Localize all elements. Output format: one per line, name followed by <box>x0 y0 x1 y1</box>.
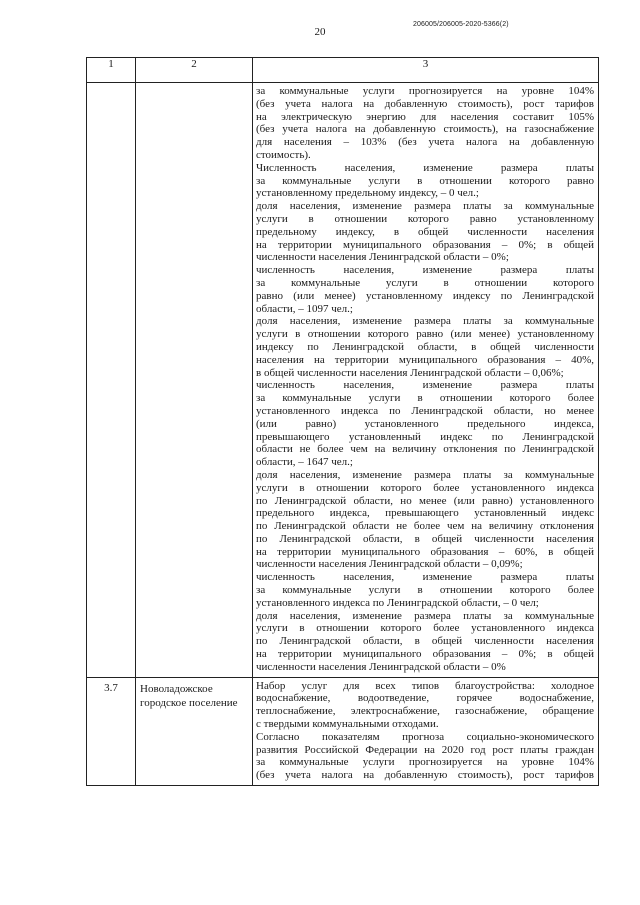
text-line: Численность населения, изменение размера платы <box>256 161 594 174</box>
text-line: на территории муниципального образования – 60%, в общей <box>256 545 594 558</box>
text-line: области, – 1097 чел.; <box>256 302 353 315</box>
row-name-cell: Новоладожское городское поселение <box>136 677 253 785</box>
text-line: (без учета налога на добавленную стоимость), рост тарифов <box>256 769 594 782</box>
document-id: 206005/206005-2020-5366(2) <box>413 21 509 28</box>
table-header-row <box>87 58 599 83</box>
header-col-2: 2 <box>136 58 253 83</box>
table-row-continued <box>87 83 599 678</box>
text-line: области, – 1647 чел.; <box>256 456 353 469</box>
text-line: услуги в отношении которого равно установленному <box>256 212 594 225</box>
row-description-cell <box>253 83 599 678</box>
text-line: доля населения, изменение размера платы за коммунальные <box>256 315 594 328</box>
services-table <box>86 57 599 786</box>
text-line: области не более чем на величину отклонения по Ленинградской <box>256 443 594 456</box>
text-line: теплоснабжение, электроснабжение, газоснабжение, обращение <box>256 705 594 718</box>
text-line: с твердыми коммунальными отходами. <box>256 718 439 731</box>
text-line: равно (или менее) установленному индексу по Ленинградской <box>256 289 594 302</box>
row-number-cell: 3.7 <box>87 677 136 785</box>
text-line: на электрическую энергию для населения составит 105% <box>256 110 594 123</box>
text-line: за коммунальные услуги в отношении которого более <box>256 392 594 405</box>
text-line: доля населения, изменение размера платы за коммунальные <box>256 609 594 622</box>
text-line: для населения – 103% (без учета налога на добавленную <box>256 136 594 149</box>
text-line: доля населения, изменение размера платы за коммунальные <box>256 200 594 213</box>
text-line: по Ленинградской области, в общей численности населения <box>256 635 594 648</box>
text-line: предельному индексу, в общей численности населения <box>256 225 594 238</box>
row-name-cell <box>136 83 253 678</box>
text-line: за коммунальные услуги в отношении которого равно <box>256 174 594 187</box>
text-line: установленного индекса по Ленинградской области, но менее <box>256 404 594 417</box>
text-line: за коммунальные услуги прогнозируется на уровне 104% <box>256 85 594 97</box>
row-number-cell <box>87 83 136 678</box>
table-row-3-7 <box>87 677 599 785</box>
text-line: индексу по Ленинградской области, в общей численности <box>256 340 594 353</box>
text-line: (без учета налога на добавленную стоимость), рост тарифов <box>256 97 594 110</box>
row-description-cell <box>253 677 599 785</box>
text-line: численности населения Ленинградской области – 0%; <box>256 251 509 264</box>
text-line: по Ленинградской области, но менее (или равно) установленного <box>256 494 594 507</box>
text-line: по Ленинградской области, в общей численности населения <box>256 532 594 545</box>
header-col-3: 3 <box>253 58 599 83</box>
text-line: (без учета налога на добавленную стоимость), на газоснабжение <box>256 123 594 136</box>
text-line: Набор услуг для всех типов благоустройства: холодное <box>256 679 594 692</box>
text-line: развития Российской Федерации на 2020 год рост платы граждан <box>256 743 594 756</box>
text-line: Согласно показателям прогноза социально-экономического <box>256 730 594 743</box>
text-line: (или равно) установленного предельного индекса, <box>256 417 594 430</box>
text-line: доля населения, изменение размера платы за коммунальные <box>256 468 594 481</box>
text-line: услуги в отношении которого равно (или менее) установленному <box>256 328 594 341</box>
page-number: 20 <box>314 26 326 38</box>
text-line: стоимость). <box>256 148 311 161</box>
text-line: предельного индекса, превышающего установленный индекс <box>256 507 594 520</box>
text-line: по Ленинградской области не более чем на величину отклонения <box>256 520 594 533</box>
text-line: превышающего установленный индекс по Ленинградской <box>256 430 594 443</box>
header-col-1: 1 <box>87 58 136 83</box>
text-line: установленного индекса по Ленинградской области, – 0 чел; <box>256 596 539 609</box>
text-line: услуги в отношении которого более установленного индекса <box>256 481 594 494</box>
text-line: за коммунальные услуги в отношении которого <box>256 276 594 289</box>
text-line: численность населения, изменение размера платы <box>256 379 594 392</box>
text-line: услуги в отношении которого более установленного индекса <box>256 622 594 635</box>
text-line: за коммунальные услуги прогнозируется на уровне 104% <box>256 756 594 769</box>
text-line: установленному предельному индексу, – 0 чел.; <box>256 187 479 200</box>
text-line: численность населения, изменение размера платы <box>256 264 594 277</box>
text-line: за коммунальные услуги в отношении которого более <box>256 584 594 597</box>
text-line: водоснабжение, водоотведение, горячее водоснабжение, <box>256 692 594 705</box>
text-line: в общей численности населения Ленинградской области – 0,06%; <box>256 366 564 379</box>
text-line: населения на территории муниципального образования – 40%, <box>256 353 594 366</box>
text-line: численность населения, изменение размера платы <box>256 571 594 584</box>
text-line: численности населения Ленинградской области – 0,09%; <box>256 558 523 571</box>
text-line: на территории муниципального образования – 0%; в общей <box>256 238 594 251</box>
text-line: численности населения Ленинградской области – 0% <box>256 660 506 673</box>
text-line: на территории муниципального образования – 0%; в общей <box>256 648 594 661</box>
